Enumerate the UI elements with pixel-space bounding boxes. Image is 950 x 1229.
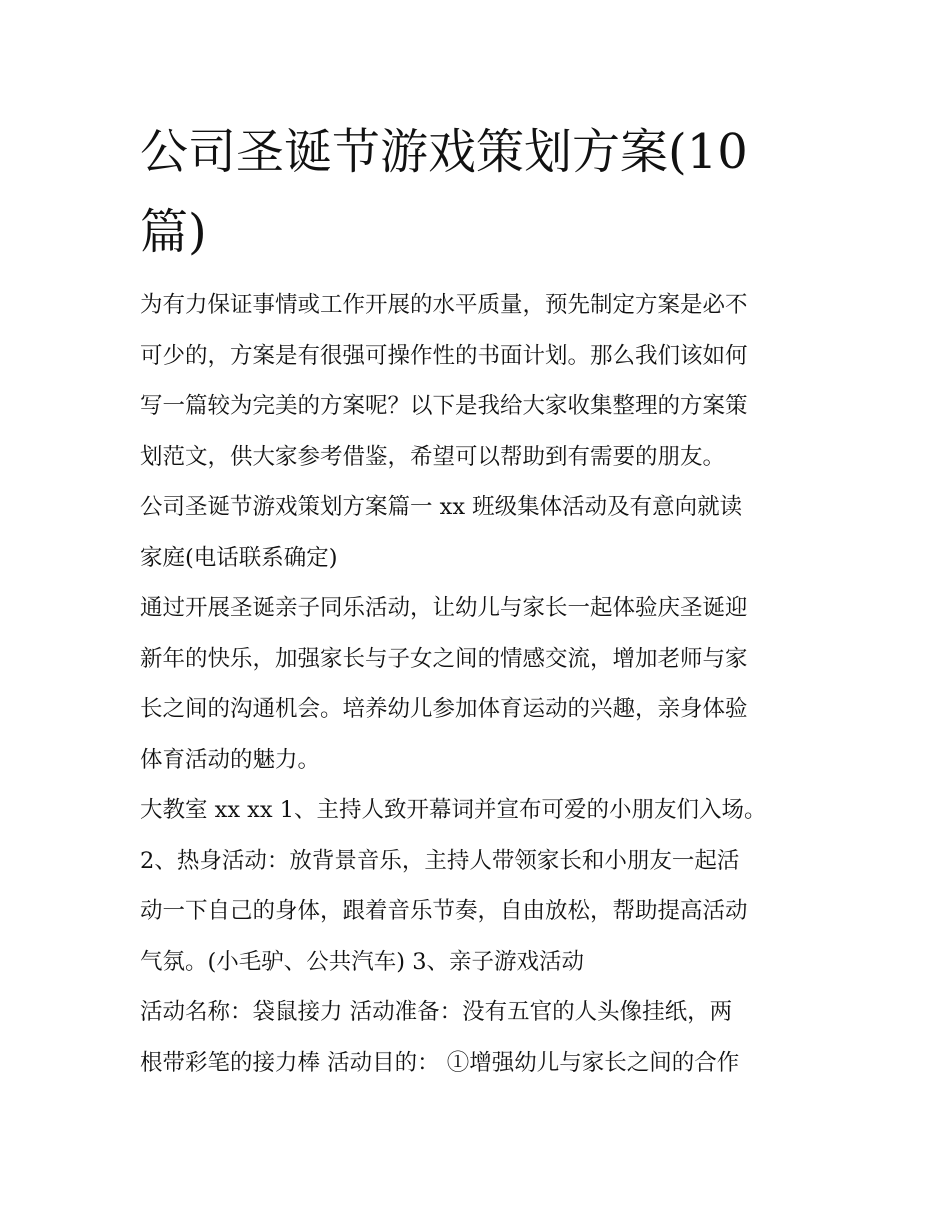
text-line: 家庭(电话联系确定) — [140, 544, 338, 571]
text-line: 长之间的沟通机会。培养幼儿参加体育运动的兴趣，亲身体验 — [140, 696, 748, 722]
intro-paragraph — [140, 280, 820, 482]
game-paragraph — [140, 987, 820, 1088]
text-line: 2、热身活动：放背景音乐，主持人带领家长和小朋友一起活 — [140, 847, 740, 874]
text-line: 大教室 xx xx 1、主持人致开幕词并宣布可爱的小朋友们入场。 — [140, 797, 767, 823]
text-line: 动一下自己的身体，跟着音乐节奏，自由放松，帮助提高活动 — [140, 898, 748, 924]
text-line: 通过开展圣诞亲子同乐活动，让幼儿与家长一起体验庆圣诞迎 — [140, 595, 748, 621]
title-line: 篇) — [140, 204, 207, 260]
procedure-paragraph — [140, 785, 820, 987]
text-line: 写一篇较为完美的方案呢？以下是我给大家收集整理的方案策 — [140, 393, 748, 419]
text-line: 为有力保证事情或工作开展的水平质量，预先制定方案是必不 — [140, 292, 748, 318]
document-title — [140, 112, 820, 272]
document-body — [140, 280, 820, 1088]
purpose-paragraph — [140, 583, 820, 785]
text-line: 可少的，方案是有很强可操作性的书面计划。那么我们该如何 — [140, 342, 748, 369]
section-one-heading-paragraph — [140, 482, 820, 583]
text-line: 公司圣诞节游戏策划方案篇一 xx 班级集体活动及有意向就读 — [140, 494, 743, 520]
text-line: 根带彩笔的接力棒 活动目的： ①增强幼儿与家长之间的合作 — [140, 1049, 740, 1076]
text-line: 气氛。(小毛驴、公共汽车) 3、亲子游戏活动 — [140, 948, 585, 975]
text-line: 体育活动的魅力。 — [140, 746, 321, 773]
title-line: 公司圣诞节游戏策划方案(10 — [140, 124, 748, 180]
text-line: 新年的快乐，加强家长与子女之间的情感交流，增加老师与家 — [140, 645, 748, 672]
text-line: 活动名称：袋鼠接力 活动准备：没有五官的人头像挂纸，两 — [140, 999, 733, 1025]
text-line: 划范文，供大家参考借鉴，希望可以帮助到有需要的朋友。 — [140, 443, 726, 470]
